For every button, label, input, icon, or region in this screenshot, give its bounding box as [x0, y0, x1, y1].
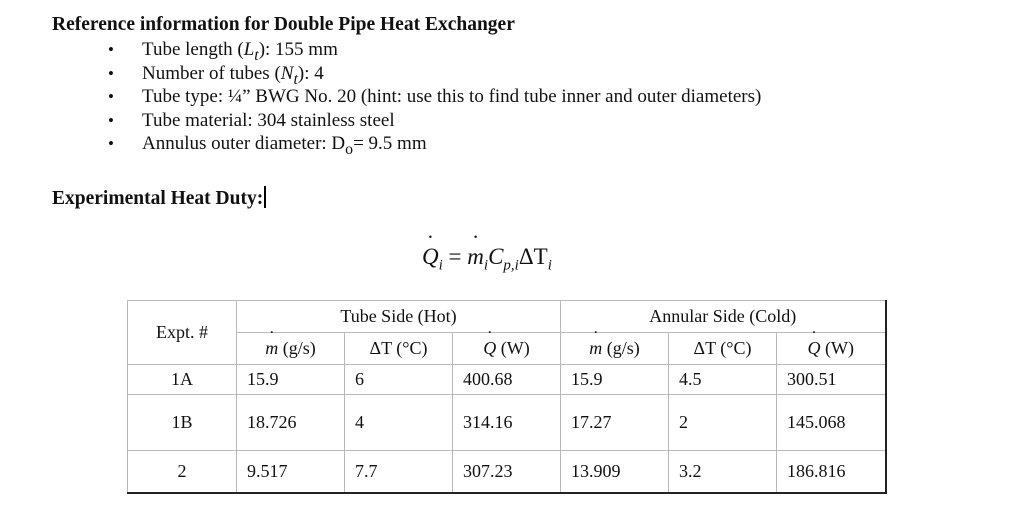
num-tubes-label: Number of tubes (	[142, 62, 281, 84]
table-row	[128, 365, 886, 395]
annular-mdot-cell: 17.27	[561, 395, 669, 451]
annular-mdot-symbol: m ˙	[589, 338, 602, 359]
annular-mdot-cell: 13.909	[561, 451, 669, 494]
annular-mdot-unit: (g/s)	[602, 338, 640, 358]
annular-dt-header: ΔT (°C)	[669, 333, 777, 365]
eq-equals: =	[442, 244, 468, 269]
list-item-tube-length	[108, 38, 761, 62]
annular-mdot-cell: 15.9	[561, 365, 669, 395]
eq-dt-sub: i	[547, 257, 552, 274]
tube-q-symbol: Q ˙	[483, 338, 496, 359]
annular-q-cell: 186.816	[777, 451, 886, 494]
num-tubes-value: ): 4	[297, 62, 324, 84]
list-item-tube-material: • Tube material: 304 stainless steel	[108, 109, 761, 133]
annular-q-header	[777, 333, 886, 365]
annular-dt-cell: 3.2	[669, 451, 777, 494]
annulus-label: Annulus outer diameter: D	[142, 133, 346, 155]
experimental-title-text: Experimental Heat Duty:	[52, 188, 264, 209]
tube-mdot-cell: 15.9	[237, 365, 345, 395]
annular-q-cell: 300.51	[777, 365, 886, 395]
tube-dt-header: ΔT (°C)	[345, 333, 453, 365]
expt-cell: 1B	[128, 395, 237, 451]
eq-q-sub: i	[438, 257, 443, 274]
tube-mdot-symbol: m ˙	[265, 338, 278, 359]
list-item-annulus	[108, 132, 761, 159]
annular-q-unit: (W)	[820, 338, 854, 358]
list-item-num-tubes	[108, 62, 761, 86]
annular-side-header: Annular Side (Cold)	[561, 301, 886, 333]
tube-dt-cell: 4	[345, 395, 453, 451]
annular-q-symbol: Q ˙	[808, 338, 821, 359]
eq-q-dot: Q ˙	[422, 244, 439, 270]
reference-heading: Reference information for Double Pipe Heat Exchanger	[52, 14, 515, 35]
tube-mdot-header	[237, 333, 345, 365]
eq-cp-sub: p,i	[503, 257, 519, 274]
list-item-tube-type: • Tube type: ¼” BWG No. 20 (hint: use this to find tube inner and outer diameters)	[108, 85, 761, 109]
annulus-value: = 9.5 mm	[353, 133, 427, 155]
tube-length-label: Tube length (	[142, 39, 244, 60]
tube-q-cell: 314.16	[453, 395, 561, 451]
tube-length-symbol: L	[243, 39, 255, 60]
annular-mdot-header	[561, 333, 669, 365]
experimental-title	[52, 186, 266, 210]
tube-mdot-unit: (g/s)	[278, 338, 316, 358]
heat-duty-table	[127, 300, 887, 494]
reference-list	[108, 38, 762, 159]
eq-m-dot: m ˙	[467, 244, 484, 270]
table-row	[128, 451, 886, 494]
num-tubes-sub: t	[293, 70, 298, 88]
expt-header: Expt. #	[128, 301, 237, 365]
tube-dt-cell: 7.7	[345, 451, 453, 494]
text-cursor	[264, 186, 266, 208]
tube-length-sub: t	[254, 46, 259, 64]
annular-dt-cell: 2	[669, 395, 777, 451]
annular-q-cell: 145.068	[777, 395, 886, 451]
eq-m-sub: i	[483, 257, 489, 274]
tube-mdot-cell: 18.726	[237, 395, 345, 451]
expt-cell: 1A	[128, 365, 237, 395]
tube-q-header	[453, 333, 561, 365]
expt-cell: 2	[128, 451, 237, 494]
heat-duty-equation	[422, 244, 552, 275]
tube-side-header: Tube Side (Hot)	[237, 301, 561, 333]
tube-dt-cell: 6	[345, 365, 453, 395]
annulus-sub: o	[345, 141, 354, 159]
eq-cp: C	[488, 244, 504, 269]
tube-q-cell: 400.68	[453, 365, 561, 395]
eq-delta-t: ΔT	[518, 244, 548, 269]
num-tubes-symbol: N	[280, 62, 294, 84]
annular-dt-cell: 4.5	[669, 365, 777, 395]
tube-length-value: ): 155 mm	[258, 39, 338, 60]
tube-mdot-cell: 9.517	[237, 451, 345, 494]
tube-q-cell: 307.23	[453, 451, 561, 494]
tube-q-unit: (W)	[496, 338, 530, 358]
table-row	[128, 395, 886, 451]
